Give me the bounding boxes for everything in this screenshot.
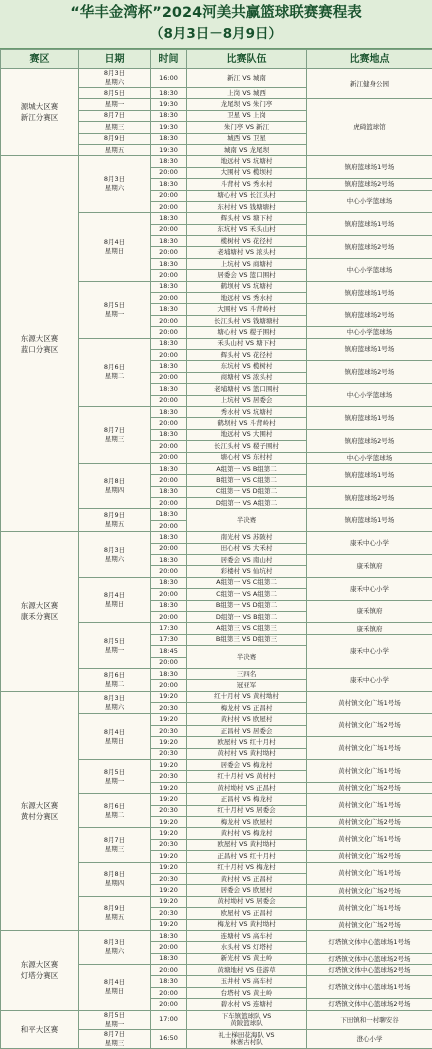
- time-cell: 17:30: [151, 634, 187, 645]
- time-cell: 20:00: [151, 999, 187, 1010]
- teams-cell: A组第一 VS B组第二: [187, 463, 307, 474]
- time-cell: 18:30: [151, 532, 187, 543]
- venue-cell: 黄村镇文化广场2号场: [307, 714, 432, 737]
- venue-cell: 黄村镇文化广场2号场: [307, 851, 432, 862]
- time-cell: 20:00: [151, 224, 187, 235]
- teams-cell: 碧水村 VS 连塘村: [187, 999, 307, 1010]
- date-cell: 8月6日 星期二: [79, 338, 151, 406]
- date-cell: 8月3日 星期六: [79, 69, 151, 88]
- time-cell: 18:30: [151, 976, 187, 987]
- header-teams: 比赛队伍: [187, 50, 307, 69]
- schedule-body: [1, 69, 432, 1049]
- teams-cell: 老埔塘村 VS 篮口围村: [187, 384, 307, 395]
- time-cell: 18:30: [151, 133, 187, 144]
- schedule-table: [0, 49, 432, 1049]
- time-cell: 18:30: [151, 236, 187, 247]
- teams-cell: 居委会 VS 梅龙村: [187, 760, 307, 771]
- venue-cell: 康禾镇府: [307, 623, 432, 634]
- date-cell: 8月7日 星期三: [79, 828, 151, 862]
- time-cell: 16:00: [151, 69, 187, 88]
- teams-cell: D组第一 VS A组第二: [187, 498, 307, 509]
- teams-cell: 新光村 VS 黄土岭: [187, 953, 307, 964]
- venue-cell: 镇府篮球场1号场: [307, 281, 432, 304]
- venue-cell: 康禾中心小学: [307, 668, 432, 691]
- time-cell: 20:00: [151, 657, 187, 668]
- venue-cell: 中心小学篮球场: [307, 190, 432, 213]
- time-cell: 18:30: [151, 930, 187, 941]
- time-cell: 18:30: [151, 577, 187, 588]
- venue-cell: 下田镇和一村聊安谷: [307, 1010, 432, 1029]
- date-cell: 8月5日 星期一: [79, 760, 151, 794]
- venue-cell: 镇府篮球场2号场: [307, 304, 432, 327]
- venue-cell: 黄村镇文化广场1号场: [307, 760, 432, 783]
- header-region: 赛区: [1, 50, 79, 69]
- venue-cell: 镇府篮球场1号场: [307, 406, 432, 429]
- title-line-2: （8月3日－8月9日）: [0, 24, 432, 45]
- time-cell: 18:30: [151, 110, 187, 121]
- teams-cell: 黄塘地村 VS 佳游草: [187, 965, 307, 976]
- date-cell: 8月9日: [79, 133, 151, 144]
- time-cell: 20:30: [151, 771, 187, 782]
- date-cell: 8月3日 星期六: [79, 532, 151, 578]
- region-cell: 东源大区赛 康禾分赛区: [1, 532, 79, 691]
- time-cell: 20:00: [151, 190, 187, 201]
- teams-cell: 红十月村 VS 居委会: [187, 805, 307, 816]
- teams-cell: 上坑村 VS 商塘村: [187, 258, 307, 269]
- date-cell: 星期三: [79, 122, 151, 133]
- time-cell: 19:30: [151, 122, 187, 133]
- time-cell: 19:20: [151, 794, 187, 805]
- time-cell: 18:30: [151, 668, 187, 679]
- time-cell: 20:00: [151, 566, 187, 577]
- teams-cell: 三四名: [187, 668, 307, 679]
- region-cell: 和平大区赛: [1, 1010, 79, 1048]
- time-cell: 20:00: [151, 201, 187, 212]
- date-cell: 星期一: [79, 99, 151, 110]
- teams-cell: 商塘村 VS 浓头村: [187, 372, 307, 383]
- venue-cell: 新江健身公园: [307, 69, 432, 99]
- teams-cell: 南光村 VS 苏陂村: [187, 532, 307, 543]
- table-row: [1, 69, 432, 88]
- teams-cell: 冠亚军: [187, 680, 307, 691]
- venue-cell: 灯塔镇文体中心篮球场2号场: [307, 965, 432, 976]
- teams-cell: 彩楼村 VS 仙坑村: [187, 566, 307, 577]
- table-row: [1, 691, 432, 702]
- venue-cell: 中心小学篮球场: [307, 452, 432, 463]
- time-cell: 19:20: [151, 851, 187, 862]
- time-cell: 19:20: [151, 896, 187, 907]
- teams-cell: 城南 VS 龙尾坝: [187, 144, 307, 155]
- time-cell: 18:30: [151, 281, 187, 292]
- time-cell: 20:00: [151, 520, 187, 531]
- time-cell: 19:20: [151, 714, 187, 725]
- time-cell: 20:00: [151, 418, 187, 429]
- teams-cell: B组第三 VS D组第三: [187, 634, 307, 645]
- teams-cell: 大围村 VS 斗背岭村: [187, 304, 307, 315]
- date-cell: 8月7日 星期三: [79, 406, 151, 463]
- header-time: 时间: [151, 50, 187, 69]
- time-cell: 19:30: [151, 99, 187, 110]
- date-cell: 8月5日 星期一: [79, 281, 151, 338]
- time-cell: 18:30: [151, 953, 187, 964]
- time-cell: 18:30: [151, 463, 187, 474]
- venue-cell: 中心小学篮球场: [307, 258, 432, 281]
- date-cell: 8月4日 星期日: [79, 714, 151, 760]
- venue-cell: 灯塔镇文体中心篮球场1号场: [307, 930, 432, 953]
- teams-cell: 玉井村 VS 高车村: [187, 976, 307, 987]
- venue-cell: 黄村镇文化广场1号场: [307, 737, 432, 760]
- teams-cell: 下车镇篮球队 VS 黄陂篮球队: [187, 1010, 307, 1029]
- teams-cell: A组第三 VS C组第三: [187, 623, 307, 634]
- teams-cell: 塘心村 VS 长江头村: [187, 190, 307, 201]
- venue-cell: 镇府篮球场1号场: [307, 338, 432, 361]
- teams-cell: 居委会 VS 南山村: [187, 555, 307, 566]
- teams-cell: 长江头村 VS 钱塘塘村: [187, 315, 307, 326]
- time-cell: 20:00: [151, 372, 187, 383]
- title-line-1: “华丰金湾杯”2024河美共赢篮球联赛赛程表: [0, 0, 432, 24]
- time-cell: 19:20: [151, 737, 187, 748]
- time-cell: 17:00: [151, 1010, 187, 1029]
- teams-cell: 水头村 VS 灯塔村: [187, 942, 307, 953]
- teams-cell: C组第一 VS D组第二: [187, 486, 307, 497]
- teams-cell: 居委会 VS 欧屋村: [187, 885, 307, 896]
- date-cell: 8月4日 星期日: [79, 213, 151, 281]
- teams-cell: 东坑村 VS 榄树村: [187, 361, 307, 372]
- venue-cell: 康禾中心小学: [307, 634, 432, 668]
- date-cell: 8月3日 星期六: [79, 691, 151, 714]
- time-cell: 19:30: [151, 144, 187, 155]
- venue-cell: 镇府篮球场2号场: [307, 179, 432, 190]
- teams-cell: 黄村坳村 VS 居委会: [187, 896, 307, 907]
- teams-cell: 半决赛: [187, 646, 307, 669]
- teams-cell: 上坑村 VS 居委会: [187, 395, 307, 406]
- table-row: [1, 1010, 432, 1029]
- region-cell: 东源大区赛 灯塔分赛区: [1, 930, 79, 1010]
- venue-cell: 黄村镇文化广场1号场: [307, 828, 432, 851]
- teams-cell: 梅龙村 VS 欧屋村: [187, 817, 307, 828]
- time-cell: 18:30: [151, 509, 187, 520]
- venue-cell: 镇府篮球场2号场: [307, 429, 432, 452]
- time-cell: 20:00: [151, 475, 187, 486]
- teams-cell: 红十月村 VS 黄村村: [187, 771, 307, 782]
- time-cell: 19:20: [151, 885, 187, 896]
- time-cell: 20:00: [151, 987, 187, 998]
- header-venue: 比赛地点: [307, 50, 432, 69]
- teams-cell: 田心村 VS 大禾村: [187, 543, 307, 554]
- time-cell: 18:30: [151, 213, 187, 224]
- time-cell: 18:30: [151, 600, 187, 611]
- teams-cell: 辉头村 VS 花径村: [187, 349, 307, 360]
- time-cell: 20:00: [151, 167, 187, 178]
- time-cell: 20:00: [151, 247, 187, 258]
- table-row: [1, 930, 432, 941]
- region-cell: 东源大区赛 黄村分赛区: [1, 691, 79, 930]
- time-cell: 20:00: [151, 452, 187, 463]
- date-cell: 8月3日 星期六: [79, 930, 151, 964]
- time-cell: 20:30: [151, 908, 187, 919]
- teams-cell: 正昌村 VS 居委会: [187, 725, 307, 736]
- time-cell: 18:30: [151, 338, 187, 349]
- teams-cell: 黄村村 VS 梅龙村: [187, 828, 307, 839]
- venue-cell: 中心小学篮球场: [307, 384, 432, 407]
- region-cell: 源城大区赛 新江分赛区: [1, 69, 79, 156]
- teams-cell: 禾头山村 VS 塘下村: [187, 338, 307, 349]
- teams-cell: 地远村 VS 坑塘村: [187, 156, 307, 167]
- teams-cell: 欧屋村 VS 黄村坳村: [187, 839, 307, 850]
- date-cell: 8月6日 星期二: [79, 794, 151, 828]
- time-cell: 18:30: [151, 555, 187, 566]
- venue-cell: 黄村镇文化广场2号场: [307, 885, 432, 896]
- date-cell: 8月4日 星期日: [79, 965, 151, 1011]
- teams-cell: 正昌村 VS 梅龙村: [187, 794, 307, 805]
- time-cell: 20:00: [151, 293, 187, 304]
- time-cell: 19:20: [151, 919, 187, 930]
- time-cell: 19:20: [151, 862, 187, 873]
- table-row: [1, 532, 432, 543]
- teams-cell: 欧屋村 VS 红十月村: [187, 737, 307, 748]
- date-cell: 8月3日 星期六: [79, 156, 151, 213]
- time-cell: 19:20: [151, 782, 187, 793]
- teams-cell: 欧屋村 VS 正昌村: [187, 908, 307, 919]
- teams-cell: 辉头村 VS 塘下村: [187, 213, 307, 224]
- time-cell: 20:00: [151, 270, 187, 281]
- teams-cell: 地远村 VS 大围村: [187, 429, 307, 440]
- teams-cell: 鹤坝村 VS 斗背岭村: [187, 418, 307, 429]
- teams-cell: 黄村村 VS 欧屋村: [187, 714, 307, 725]
- time-cell: 17:30: [151, 623, 187, 634]
- date-cell: 8月8日 星期四: [79, 862, 151, 896]
- venue-cell: 镇府篮球场1号场: [307, 463, 432, 486]
- time-cell: 18:30: [151, 384, 187, 395]
- teams-cell: 塘心村 VS 东村村: [187, 452, 307, 463]
- teams-cell: 半决赛: [187, 509, 307, 532]
- teams-cell: 黄村村 VS 黄村坳村: [187, 748, 307, 759]
- time-cell: 18:30: [151, 361, 187, 372]
- teams-cell: 秀水村 VS 坑塘村: [187, 406, 307, 417]
- teams-cell: 台塔村 VS 黄土岭: [187, 987, 307, 998]
- time-cell: 20:30: [151, 703, 187, 714]
- teams-cell: D组第一 VS B组第二: [187, 611, 307, 622]
- time-cell: 20:00: [151, 327, 187, 338]
- teams-cell: 卫星 VS 上岗: [187, 110, 307, 121]
- teams-cell: 红十月村 VS 黄村坳村: [187, 691, 307, 702]
- teams-cell: 居委会 VS 篮口围村: [187, 270, 307, 281]
- venue-cell: 镇府篮球场2号场: [307, 236, 432, 259]
- venue-cell: 灯塔镇文体中心篮球场2号场: [307, 953, 432, 964]
- date-cell: 8月6日 星期二: [79, 668, 151, 691]
- date-cell: 8月4日 星期日: [79, 577, 151, 623]
- time-cell: 20:00: [151, 965, 187, 976]
- teams-cell: 东坑村 VS 禾头山村: [187, 224, 307, 235]
- venue-cell: 镇府篮球场1号场: [307, 213, 432, 236]
- time-cell: 19:20: [151, 691, 187, 702]
- time-cell: 18:30: [151, 88, 187, 99]
- time-cell: 18:30: [151, 179, 187, 190]
- date-cell: 8月5日: [79, 88, 151, 99]
- time-cell: 18:30: [151, 406, 187, 417]
- teams-cell: 黄村坳村 VS 正昌村: [187, 782, 307, 793]
- venue-cell: 澄心小学: [307, 1029, 432, 1048]
- time-cell: 20:00: [151, 315, 187, 326]
- time-cell: 20:30: [151, 805, 187, 816]
- date-cell: 8月9日 星期五: [79, 896, 151, 930]
- teams-cell: 新江 VS 城南: [187, 69, 307, 88]
- venue-cell: 黄村镇文化广场1号场: [307, 794, 432, 817]
- time-cell: 20:00: [151, 498, 187, 509]
- teams-cell: 城西 VS 卫星: [187, 133, 307, 144]
- teams-cell: 红十月村 VS 梅龙村: [187, 862, 307, 873]
- time-cell: 20:30: [151, 748, 187, 759]
- teams-cell: 斗背村 VS 秀水村: [187, 179, 307, 190]
- time-cell: 20:00: [151, 395, 187, 406]
- region-cell: 东源大区赛 蓝口分赛区: [1, 156, 79, 532]
- teams-cell: 榄树村 VS 花径村: [187, 236, 307, 247]
- venue-cell: 镇府篮球场1号场: [307, 509, 432, 532]
- venue-cell: 镇府篮球场2号场: [307, 361, 432, 384]
- venue-cell: 黄村镇文化广场2号场: [307, 782, 432, 793]
- header-date: 日期: [79, 50, 151, 69]
- venue-cell: 镇府篮球场2号场: [307, 486, 432, 509]
- venue-cell: 黄村镇文化广场2号场: [307, 919, 432, 930]
- teams-cell: A组第一 VS C组第二: [187, 577, 307, 588]
- time-cell: 20:00: [151, 441, 187, 452]
- teams-cell: 正昌村 VS 红十月村: [187, 851, 307, 862]
- date-cell: 8月9日 星期五: [79, 509, 151, 532]
- time-cell: 20:00: [151, 543, 187, 554]
- teams-cell: 塘心村 VS 稷子围村: [187, 327, 307, 338]
- teams-cell: 老埔塘村 VS 浓头村: [187, 247, 307, 258]
- date-cell: 8月5日 星期一: [79, 1010, 151, 1029]
- venue-cell: 中心小学篮球场: [307, 327, 432, 338]
- time-cell: 18:30: [151, 486, 187, 497]
- teams-cell: 上岗 VS 城西: [187, 88, 307, 99]
- venue-cell: 镇府篮球场1号场: [307, 156, 432, 179]
- venue-cell: 黄村镇文化广场1号场: [307, 862, 432, 885]
- teams-cell: 龙尾坝 VS 朱门亭: [187, 99, 307, 110]
- venue-cell: 灯塔镇文体中心篮球场2号场: [307, 999, 432, 1010]
- time-cell: 19:20: [151, 760, 187, 771]
- time-cell: 20:30: [151, 873, 187, 884]
- time-cell: 20:00: [151, 589, 187, 600]
- venue-cell: 黄村镇文化广场2号场: [307, 817, 432, 828]
- time-cell: 18:30: [151, 429, 187, 440]
- teams-cell: 黄村村 VS 正昌村: [187, 873, 307, 884]
- date-cell: 8月7日: [79, 110, 151, 121]
- teams-cell: 东村村 VS 钱塘塘村: [187, 201, 307, 212]
- date-cell: 星期五: [79, 144, 151, 155]
- venue-cell: 康禾中心小学: [307, 532, 432, 555]
- venue-cell: 灯塔镇文体中心篮球场1号场: [307, 976, 432, 999]
- venue-cell: 虎碕篮球馆: [307, 99, 432, 156]
- time-cell: 18:30: [151, 304, 187, 315]
- venue-cell: 康禾中心小学: [307, 577, 432, 600]
- teams-cell: 大围村 VS 榄坝村: [187, 167, 307, 178]
- time-cell: 19:20: [151, 817, 187, 828]
- time-cell: 18:30: [151, 156, 187, 167]
- time-cell: 20:00: [151, 611, 187, 622]
- teams-cell: 长江头村 VS 稷子围村: [187, 441, 307, 452]
- time-cell: 20:00: [151, 942, 187, 953]
- table-row: [1, 156, 432, 167]
- time-cell: 19:20: [151, 828, 187, 839]
- date-cell: 8月7日 星期三: [79, 1029, 151, 1048]
- schedule-title: [0, 0, 432, 49]
- time-cell: 16:50: [151, 1029, 187, 1048]
- time-cell: 18:45: [151, 646, 187, 657]
- teams-cell: 朱门亭 VS 新江: [187, 122, 307, 133]
- time-cell: 20:00: [151, 680, 187, 691]
- teams-cell: 梅龙村 VS 正昌村: [187, 703, 307, 714]
- teams-cell: 礼士梯田花海队 VS 林寨古村队: [187, 1029, 307, 1048]
- time-cell: 18:30: [151, 258, 187, 269]
- date-cell: 8月5日 星期一: [79, 623, 151, 669]
- teams-cell: 梅龙村 VS 黄村坳村: [187, 919, 307, 930]
- time-cell: 20:00: [151, 349, 187, 360]
- date-cell: 8月8日 星期四: [79, 463, 151, 509]
- venue-cell: 康禾镇府: [307, 600, 432, 623]
- teams-cell: 地远村 VS 秀水村: [187, 293, 307, 304]
- teams-cell: C组第一 VS A组第二: [187, 589, 307, 600]
- time-cell: 20:30: [151, 725, 187, 736]
- venue-cell: 黄村镇文化广场1号场: [307, 691, 432, 714]
- teams-cell: 连塘村 VS 高车村: [187, 930, 307, 941]
- teams-cell: B组第一 VS C组第二: [187, 475, 307, 486]
- teams-cell: B组第一 VS D组第二: [187, 600, 307, 611]
- venue-cell: 康禾镇府: [307, 555, 432, 578]
- venue-cell: 黄村镇文化广场1号场: [307, 896, 432, 919]
- header-row: [1, 50, 432, 69]
- time-cell: 20:30: [151, 839, 187, 850]
- teams-cell: 鹤坝村 VS 坑塘村: [187, 281, 307, 292]
